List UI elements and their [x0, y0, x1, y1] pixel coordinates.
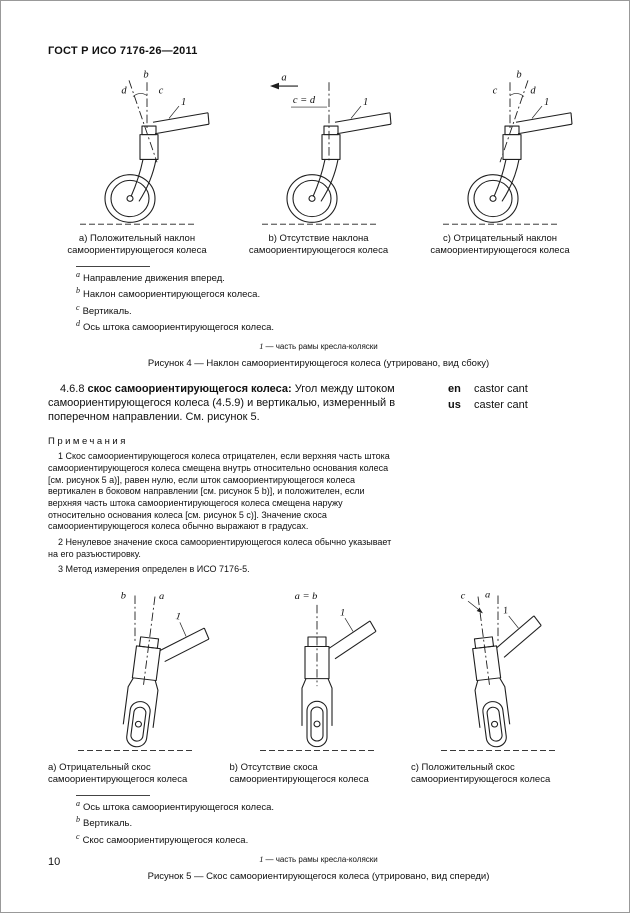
caster-side-zero-drawing: [244, 67, 394, 229]
figure5-footnotes: [76, 795, 589, 848]
translation-us: us caster cant: [448, 399, 528, 411]
figure4-captions: [48, 233, 589, 257]
label-frame-part: 1: [362, 97, 368, 109]
figure5-drawings: [48, 586, 589, 758]
wheel: [287, 175, 337, 223]
figure4-caption-a: a) Положительный наклон самоориентирующегося колеса: [67, 233, 207, 256]
term-definition-paragraph: [48, 383, 422, 424]
note-1: 1 Скос самоориентирующегося колеса отрицателен, если верхняя часть штока самоориентирующегося колеса смещена внутрь относительно основания колеса [см. рисунок 5 а)], равен нулю, если шток самоориентирующегося колеса вертикален в боковом направлении [см. рисунок 5 b)], и положителен, если верхняя часть штока самоориентирующегося колеса смещена наружу относительно основания колеса [см. рисунок 5 с)]. Значение скоса самоориентирующегося колеса обычно выражают в градусах.: [48, 451, 390, 532]
figure5-caption-c: c) Положительный скос самоориентирующегося колеса: [411, 762, 551, 785]
label-vertical: b: [120, 590, 126, 602]
wheel: [307, 701, 327, 746]
label-frame-part: 1: [174, 611, 182, 623]
leader-line: [169, 106, 179, 118]
caster-side-negative-drawing: [425, 67, 575, 229]
figure4-panel-c: [411, 67, 589, 229]
caster-assembly: [460, 590, 556, 749]
caster-side-positive-drawing: [62, 67, 212, 229]
term-translations: [448, 383, 528, 424]
figure4-footnotes: [76, 266, 589, 336]
term-number: 4.6.8: [60, 383, 85, 396]
figure5-panel-c: [411, 586, 589, 758]
figure4-title: Рисунок 4 — Наклон самоориентирующегося колеса (утрировано, вид сбоку): [147, 358, 490, 370]
label-stem-axis: a: [159, 591, 165, 603]
caster-front-positive-drawing: [425, 586, 575, 758]
wheel-hub: [127, 196, 133, 202]
frame-tube: [159, 623, 211, 666]
wheel: [482, 701, 508, 748]
figure5-caption-a: a) Отрицательный скос самоориентирующегося колеса: [48, 762, 188, 785]
footnote: $^d$ Ось штока самоориентирующегося колеса.: [76, 318, 275, 334]
label-forward-direction: a: [280, 72, 287, 84]
footnote: $^c$ Вертикаль.: [76, 302, 132, 317]
frame-tube: [329, 621, 376, 659]
label-stem-axis: a: [485, 589, 491, 601]
figure4-panel-b: [230, 67, 408, 229]
label-frame-part: 1: [181, 97, 187, 109]
figure5-captions: [48, 762, 589, 786]
fork: [313, 159, 338, 201]
leader-line: [351, 106, 361, 118]
figure4-caption-b: b) Отсутствие наклона самоориентирующегося колеса: [248, 233, 389, 256]
stem-axis-line: [129, 80, 157, 162]
wheel-hub: [135, 721, 142, 727]
label-stem-axis: d: [530, 85, 536, 97]
wheel: [105, 175, 155, 223]
figure5-panel-a: [48, 586, 226, 758]
label-frame-part: 1: [502, 605, 509, 617]
wheel: [468, 175, 518, 223]
note-2: 2 Ненулевое значение скоса самоориентирующегося колеса обычно указывает на его разъюстировку.: [48, 537, 392, 559]
frame-tube: [516, 113, 572, 134]
label-stem-axis: d: [121, 85, 127, 97]
stem-housing: [471, 637, 500, 681]
stem-housing: [503, 126, 521, 159]
label-equal-lines: a = b: [294, 591, 317, 603]
fork: [494, 159, 519, 201]
leader-line: [178, 622, 188, 636]
footnote-rule: [76, 795, 150, 796]
leader-line: [345, 618, 353, 631]
wheel-hub: [490, 196, 496, 202]
label-equal-lines: c = d: [292, 95, 315, 107]
forward-direction-arrow: [270, 83, 298, 90]
stem-housing: [140, 126, 158, 159]
caster-assembly: [121, 595, 212, 754]
label-vertical: c: [158, 85, 164, 97]
angle-arc: [510, 93, 524, 96]
angle-leader-arrow: [468, 601, 483, 613]
stem-housing: [132, 637, 161, 681]
notes-title: Примечания: [48, 436, 128, 448]
caster-front-negative-drawing: [62, 586, 212, 758]
term-name: скос самоориентирующегося колеса:: [87, 383, 292, 396]
wheel-hub: [314, 721, 320, 727]
figure4-drawings: [48, 67, 589, 229]
angle-arc: [133, 93, 147, 96]
stem-housing: [322, 126, 340, 159]
footnote: $^a$ Ось штока самоориентирующегося колеса.: [76, 798, 275, 814]
label-frame-part: 1: [544, 97, 550, 109]
label-caster-angle: b: [516, 69, 522, 81]
figure4-caption-c: c) Отрицательный наклон самоориентирующегося колеса: [430, 233, 570, 256]
footnote: $^c$ Скос самоориентирующегося колеса.: [76, 831, 249, 846]
footnote: $^b$ Наклон самоориентирующегося колеса.: [76, 286, 261, 301]
figure5-legend: 1 — часть рамы кресла-коляски: [259, 854, 378, 865]
footnote: $^b$ Вертикаль.: [76, 815, 133, 830]
figure5-title: Рисунок 5 — Скос самоориентирующегося колеса (утрировано, вид спереди): [147, 871, 490, 883]
label-frame-part: 1: [339, 607, 345, 619]
notes-section: [48, 436, 589, 576]
term-definition-text: Угол между штоком самоориентирующегося колеса (4.5.9) и вертикалью, измеренный в поперечном направлении. См. рисунок 5.: [48, 383, 396, 423]
page-number: 10: [48, 856, 61, 868]
figure4-legend: 1 — часть рамы кресла-коляски: [259, 341, 378, 352]
label-vertical: c: [492, 85, 498, 97]
translation-en: en castor cant: [448, 383, 528, 396]
frame-tube: [153, 113, 209, 134]
footnote: $^a$ Направление движения вперед.: [76, 269, 225, 284]
figure5-caption-b: b) Отсутствие скоса самоориентирующегося колеса: [229, 762, 369, 785]
wheel-hub: [309, 196, 315, 202]
leader-line: [532, 106, 542, 118]
wheel: [126, 701, 152, 748]
frame-tube: [335, 113, 391, 134]
note-3: 3 Метод измерения определен в ИСО 7176-5.: [58, 564, 250, 575]
figure4-panel-a: [48, 67, 226, 229]
wheel-hub: [491, 721, 498, 727]
stem-axis-line: [143, 597, 155, 687]
frame-tube: [493, 615, 545, 658]
figure5-panel-b: [230, 586, 408, 758]
page-header: ГОСТ Р ИСО 7176-26—2011: [48, 45, 198, 57]
label-cant-angle: c: [460, 590, 466, 602]
caster-front-zero-drawing: [244, 586, 394, 758]
label-caster-angle: b: [143, 69, 149, 81]
footnote-rule: [76, 266, 150, 267]
fork: [131, 159, 156, 201]
leader-line: [509, 615, 519, 629]
term-section-4-6-8: [48, 383, 589, 424]
